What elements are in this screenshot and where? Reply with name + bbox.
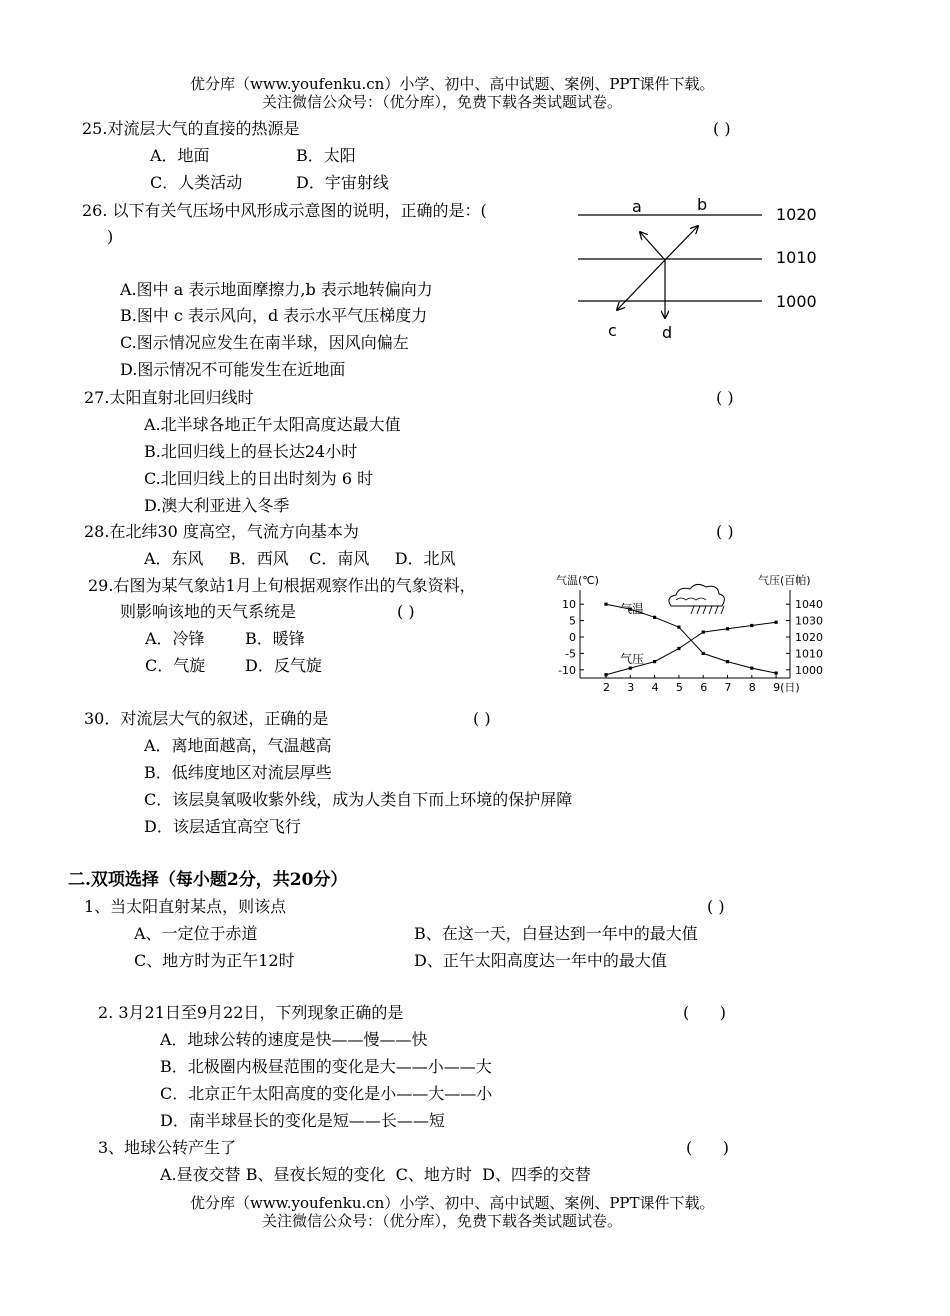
x-tick-label: 2 — [603, 681, 610, 694]
left-tick-label: 5 — [569, 614, 576, 628]
data-point — [702, 630, 705, 633]
data-point — [726, 660, 729, 663]
q30-option-d: D．该层适宜高空飞行 — [144, 817, 301, 836]
rain-cloud-icon — [669, 584, 725, 614]
label-a: a — [632, 197, 642, 216]
left-tick-label: -10 — [558, 663, 576, 677]
data-point — [653, 660, 656, 663]
data-point — [702, 652, 705, 655]
q29-answer-paren: ( ) — [397, 602, 415, 621]
right-tick-label: 1020 — [795, 631, 823, 644]
right-tick-label: 1040 — [795, 598, 823, 612]
q30-option-a: A．离地面越高，气温越高 — [144, 736, 332, 755]
data-point — [750, 667, 753, 670]
s2q2-option-b: B．北极圈内极昼范围的变化是大——小——大 — [160, 1057, 492, 1076]
s2q3-options: A.昼夜交替 B、昼夜长短的变化 C、地方时 D、四季的交替 — [160, 1165, 591, 1184]
q29-option-b: B．暖锋 — [245, 629, 305, 648]
header-line-1: 优分库（www.youfenku.cn）小学、初中、高中试题、案例、PPT课件下载。 — [190, 75, 715, 93]
q29-stem-1: 29.右图为某气象站1月上旬根据观察作出的气象资料， — [88, 576, 476, 595]
q30-stem: 30．对流层大气的叙述，正确的是 — [84, 709, 329, 728]
s2q3-answer-paren: ( ) — [686, 1138, 729, 1157]
q26-option-b: B.图中 c 表示风向，d 表示水平气压梯度力 — [120, 306, 428, 325]
right-tick-label: 1030 — [795, 614, 823, 628]
s2q2-option-c: C．北京正午太阳高度的变化是小——大——小 — [160, 1084, 493, 1103]
data-point — [677, 647, 680, 650]
q27-option-b: B.北回归线上的昼长达24小时 — [144, 442, 358, 461]
x-tick-label: 7 — [724, 681, 732, 694]
q29-stem-2: 则影响该地的天气系统是 — [120, 602, 297, 621]
s2q1-option-d: D、正午太阳高度达一年中的最大值 — [414, 951, 667, 970]
x-tick-label: 4 — [651, 681, 659, 694]
s2q2-stem: 2. 3月21日至9月22日，下列现象正确的是 — [98, 1003, 404, 1022]
s2q2-answer-paren: ( ) — [683, 1003, 726, 1022]
left-tick-label: 0 — [569, 631, 576, 644]
arrow-c — [617, 260, 665, 310]
data-point — [775, 621, 778, 624]
wind-isobar-diagram — [570, 190, 840, 350]
arrow-b — [665, 226, 698, 260]
q26-stem-end: ) — [107, 227, 114, 246]
left-tick-label: 10 — [562, 598, 576, 612]
q30-option-c: C．该层臭氧吸收紫外线，成为人类自下而上环境的保护屏障 — [144, 790, 573, 809]
isobar-label-1000: 1000 — [776, 292, 817, 311]
footer-line-2: 关注微信公众号：（优分库），免费下载各类试题试卷。 — [262, 1212, 623, 1230]
label-d: d — [662, 323, 673, 342]
q26-option-a: A.图中 a 表示地面摩擦力,b 表示地转偏向力 — [120, 280, 433, 299]
q25-option-a: A．地面 — [150, 146, 210, 165]
q27-option-d: D.澳大利亚进入冬季 — [144, 496, 290, 515]
q30-answer-paren: ( ) — [473, 709, 491, 728]
s2q1-option-b: B、在这一天，白昼达到一年中的最大值 — [414, 924, 698, 943]
q26-stem: 26. 以下有关气压场中风形成示意图的说明，正确的是：( — [82, 201, 487, 220]
data-point — [677, 626, 680, 629]
x-tick-label: 6 — [700, 681, 708, 694]
right-tick-label: 1010 — [795, 647, 823, 661]
data-point — [604, 603, 607, 606]
data-point — [726, 627, 729, 630]
s2q1-option-a: A、一定位于赤道 — [134, 924, 258, 943]
s2q1-stem: 1、当太阳直射某点，则该点 — [84, 897, 287, 916]
s2q2-option-a: A．地球公转的速度是快——慢——快 — [160, 1030, 428, 1049]
q28-stem: 28.在北纬30 度高空，气流方向基本为 — [84, 522, 359, 541]
series-label-pressure: 气压 — [620, 652, 645, 666]
right-tick-label: 1000 — [795, 663, 823, 677]
x-tick-label: 3 — [627, 681, 635, 694]
x-tick-label: 8 — [748, 681, 756, 694]
q25-answer-paren: ( ) — [713, 119, 731, 138]
x-tick-label: 9(日) — [773, 681, 800, 694]
q29-option-c: C．气旋 — [145, 656, 206, 675]
q27-answer-paren: ( ) — [716, 388, 734, 407]
header-line-2: 关注微信公众号：（优分库），免费下载各类试题试卷。 — [262, 93, 623, 111]
q27-stem: 27.太阳直射北回归线时 — [84, 388, 254, 407]
isobar-label-1010: 1010 — [776, 248, 817, 267]
footer-line-1: 优分库（www.youfenku.cn）小学、初中、高中试题、案例、PPT课件下载。 — [190, 1194, 715, 1212]
section-2-title: 二.双项选择（每小题2分，共20分） — [68, 870, 348, 890]
s2q1-option-c: C、地方时为正午12时 — [134, 951, 295, 970]
isobar-label-1020: 1020 — [776, 205, 817, 224]
data-point — [750, 624, 753, 627]
q28-options: A．东风 B．西风 C．南风 D．北风 — [144, 549, 456, 568]
q26-option-c: C.图示情况应发生在南半球，因风向偏左 — [120, 333, 409, 352]
q30-option-b: B．低纬度地区对流层厚些 — [144, 763, 332, 782]
x-tick-label: 5 — [675, 681, 683, 694]
arrow-a — [640, 232, 665, 260]
q25-option-d: D．宇宙射线 — [296, 173, 389, 192]
s2q3-stem: 3、地球公转产生了 — [98, 1138, 237, 1157]
q25-stem: 25.对流层大气的直接的热源是 — [82, 119, 300, 138]
q25-option-b: B．太阳 — [296, 146, 356, 165]
weather-chart — [548, 568, 848, 696]
series-label-temp: 气温 — [620, 602, 645, 616]
chart-title-right: 气压(百帕) — [758, 574, 811, 587]
q29-option-d: D．反气旋 — [245, 656, 322, 675]
label-c: c — [608, 321, 617, 340]
data-point — [775, 671, 778, 674]
s2q2-option-d: D．南半球昼长的变化是短——长——短 — [160, 1111, 445, 1130]
data-point — [653, 616, 656, 619]
q25-option-c: C．人类活动 — [150, 173, 243, 192]
q26-option-d: D.图示情况不可能发生在近地面 — [120, 360, 346, 379]
chart-title-left: 气温(℃) — [556, 574, 599, 587]
s2q1-answer-paren: ( ) — [707, 897, 725, 916]
q29-option-a: A．冷锋 — [145, 629, 205, 648]
left-tick-label: -5 — [565, 647, 576, 661]
label-b: b — [697, 195, 708, 214]
q27-option-c: C.北回归线上的日出时刻为 6 时 — [144, 469, 374, 488]
q28-answer-paren: ( ) — [716, 522, 734, 541]
data-point — [629, 667, 632, 670]
data-point — [604, 673, 607, 676]
q27-option-a: A.北半球各地正午太阳高度达最大值 — [144, 415, 401, 434]
